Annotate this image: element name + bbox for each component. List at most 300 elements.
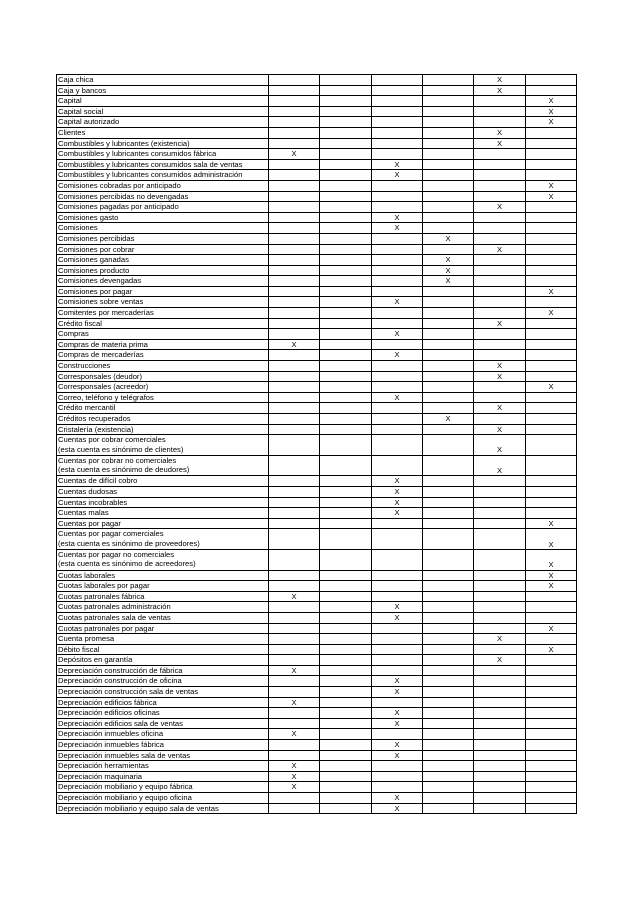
classification-cell bbox=[269, 233, 320, 244]
table-row bbox=[57, 435, 577, 456]
table-row bbox=[57, 75, 577, 86]
classification-cell bbox=[526, 518, 577, 529]
account-name-line: Depósitos en garantía bbox=[58, 655, 133, 665]
classification-cell bbox=[474, 96, 526, 107]
table-row bbox=[57, 602, 577, 613]
account-name-cell bbox=[57, 708, 269, 719]
account-name-cell bbox=[57, 361, 269, 372]
classification-cell bbox=[372, 117, 423, 128]
classification-cell bbox=[474, 127, 526, 138]
classification-mark: X bbox=[394, 486, 400, 496]
classification-cell bbox=[474, 414, 526, 425]
classification-cell bbox=[269, 202, 320, 213]
account-name-cell bbox=[57, 644, 269, 655]
classification-cell bbox=[526, 350, 577, 361]
classification-cell bbox=[320, 518, 372, 529]
classification-cell bbox=[526, 149, 577, 160]
classification-cell bbox=[372, 708, 423, 719]
classification-cell bbox=[474, 761, 526, 772]
classification-cell bbox=[474, 371, 526, 382]
classification-mark: X bbox=[394, 297, 400, 307]
classification-mark: X bbox=[394, 170, 400, 180]
account-name-cell bbox=[57, 170, 269, 181]
classification-cell bbox=[423, 718, 474, 729]
account-name-cell bbox=[57, 655, 269, 666]
classification-cell bbox=[320, 75, 372, 86]
classification-cell bbox=[474, 687, 526, 698]
account-name-cell bbox=[57, 424, 269, 435]
account-name-line: Comisiones producto bbox=[58, 265, 130, 275]
account-name-cell bbox=[57, 761, 269, 772]
classification-cell bbox=[526, 793, 577, 804]
account-name-line: (esta cuenta es sinónimo de acreedores) bbox=[58, 559, 196, 569]
classification-mark: X bbox=[548, 644, 554, 654]
classification-cell bbox=[320, 455, 372, 476]
classification-cell bbox=[372, 180, 423, 191]
account-name-line: Comisiones cobradas por anticipado bbox=[58, 180, 181, 190]
classification-cell bbox=[526, 382, 577, 393]
classification-cell bbox=[423, 170, 474, 181]
classification-cell bbox=[526, 665, 577, 676]
classification-cell bbox=[269, 382, 320, 393]
classification-cell bbox=[320, 233, 372, 244]
classification-cell bbox=[526, 106, 577, 117]
classification-cell bbox=[423, 508, 474, 519]
classification-mark: X bbox=[496, 465, 503, 475]
classification-cell bbox=[474, 750, 526, 761]
classification-cell bbox=[423, 85, 474, 96]
classification-cell bbox=[320, 403, 372, 414]
classification-cell bbox=[320, 127, 372, 138]
classification-cell bbox=[526, 455, 577, 476]
classification-cell bbox=[372, 665, 423, 676]
table-row bbox=[57, 570, 577, 581]
classification-mark: X bbox=[291, 761, 297, 771]
classification-cell bbox=[320, 308, 372, 319]
classification-cell bbox=[423, 486, 474, 497]
account-name-cell bbox=[57, 508, 269, 519]
classification-cell bbox=[474, 265, 526, 276]
classification-cell bbox=[474, 149, 526, 160]
classification-cell bbox=[372, 308, 423, 319]
classification-cell bbox=[269, 159, 320, 170]
classification-cell bbox=[372, 403, 423, 414]
classification-cell bbox=[269, 508, 320, 519]
account-name-cell bbox=[57, 96, 269, 107]
account-name-cell bbox=[57, 339, 269, 350]
classification-cell bbox=[474, 782, 526, 793]
classification-cell bbox=[372, 159, 423, 170]
classification-cell bbox=[423, 96, 474, 107]
classification-cell bbox=[423, 612, 474, 623]
classification-cell bbox=[423, 497, 474, 508]
table-row bbox=[57, 403, 577, 414]
account-name-line: Comisiones bbox=[58, 223, 98, 233]
classification-cell bbox=[474, 85, 526, 96]
classification-cell bbox=[526, 276, 577, 287]
classification-cell bbox=[269, 455, 320, 476]
classification-cell bbox=[372, 634, 423, 645]
account-name-line: Crédito fiscal bbox=[58, 318, 102, 328]
account-name-cell bbox=[57, 518, 269, 529]
classification-cell bbox=[320, 223, 372, 234]
classification-mark: X bbox=[496, 361, 503, 371]
classification-cell bbox=[423, 761, 474, 772]
classification-cell bbox=[269, 644, 320, 655]
classification-mark: X bbox=[394, 508, 400, 518]
account-name-line: Cuentas por cobrar comerciales bbox=[58, 435, 166, 445]
classification-mark: X bbox=[394, 392, 400, 402]
account-name-line: Cristalería (existencia) bbox=[58, 424, 134, 434]
classification-cell bbox=[372, 529, 423, 550]
classification-cell bbox=[423, 297, 474, 308]
classification-mark: X bbox=[394, 329, 400, 339]
account-name-line: Depreciación herramientas bbox=[58, 761, 149, 771]
table-row bbox=[57, 202, 577, 213]
classification-cell bbox=[526, 740, 577, 751]
account-name-cell bbox=[57, 497, 269, 508]
classification-mark: X bbox=[445, 276, 451, 286]
classification-cell bbox=[526, 127, 577, 138]
classification-mark: X bbox=[394, 602, 400, 612]
classification-cell bbox=[526, 265, 577, 276]
classification-mark: X bbox=[548, 308, 554, 318]
classification-mark: X bbox=[496, 202, 503, 212]
classification-cell bbox=[423, 223, 474, 234]
classification-mark: X bbox=[496, 85, 503, 95]
classification-cell bbox=[372, 687, 423, 698]
classification-cell bbox=[269, 212, 320, 223]
classification-cell bbox=[320, 180, 372, 191]
classification-cell bbox=[372, 350, 423, 361]
account-name-cell bbox=[57, 623, 269, 634]
classification-cell bbox=[423, 549, 474, 570]
classification-cell bbox=[423, 581, 474, 592]
account-name-line: Depreciación construcción sala de ventas bbox=[58, 687, 199, 697]
table-row bbox=[57, 793, 577, 804]
classification-cell bbox=[474, 793, 526, 804]
account-name-cell bbox=[57, 159, 269, 170]
classification-cell bbox=[320, 529, 372, 550]
classification-cell bbox=[474, 255, 526, 266]
classification-cell bbox=[269, 117, 320, 128]
classification-cell bbox=[423, 318, 474, 329]
classification-mark: X bbox=[445, 233, 451, 243]
classification-cell bbox=[526, 708, 577, 719]
account-name-line: Combustibles y lubricantes (existencia) bbox=[58, 138, 190, 148]
classification-cell bbox=[423, 392, 474, 403]
classification-cell bbox=[269, 612, 320, 623]
account-name-line: Depreciación construcción de fábrica bbox=[58, 665, 183, 675]
classification-cell bbox=[320, 297, 372, 308]
classification-cell bbox=[474, 361, 526, 372]
account-name-line: Caja y bancos bbox=[58, 85, 107, 95]
classification-cell bbox=[269, 740, 320, 751]
account-name-cell bbox=[57, 265, 269, 276]
table-row bbox=[57, 508, 577, 519]
classification-cell bbox=[474, 634, 526, 645]
classification-cell bbox=[372, 570, 423, 581]
classification-cell bbox=[269, 623, 320, 634]
classification-cell bbox=[372, 612, 423, 623]
table-row bbox=[57, 761, 577, 772]
table-row bbox=[57, 455, 577, 476]
classification-cell bbox=[526, 286, 577, 297]
classification-mark: X bbox=[548, 180, 554, 190]
classification-cell bbox=[423, 644, 474, 655]
account-name-cell bbox=[57, 570, 269, 581]
classification-cell bbox=[269, 223, 320, 234]
table-body bbox=[57, 75, 577, 814]
classification-cell bbox=[423, 180, 474, 191]
account-name-line: Comisiones gasto bbox=[58, 212, 119, 222]
classification-mark: X bbox=[548, 518, 554, 528]
table-row bbox=[57, 191, 577, 202]
account-name-cell bbox=[57, 634, 269, 645]
table-row bbox=[57, 697, 577, 708]
table-row bbox=[57, 518, 577, 529]
account-name-line: Capital autorizado bbox=[58, 117, 120, 127]
account-name-cell bbox=[57, 782, 269, 793]
table-row bbox=[57, 740, 577, 751]
classification-cell bbox=[320, 750, 372, 761]
account-name-line: Capital social bbox=[58, 106, 104, 116]
classification-cell bbox=[320, 497, 372, 508]
classification-cell bbox=[320, 392, 372, 403]
classification-cell bbox=[526, 180, 577, 191]
account-name-line: Comisiones ganadas bbox=[58, 255, 129, 265]
classification-cell bbox=[372, 549, 423, 570]
classification-cell bbox=[372, 149, 423, 160]
account-name-line: Depreciación edificios oficinas bbox=[58, 708, 160, 718]
account-name-line: Combustibles y lubricantes consumidos sala de ventas bbox=[58, 159, 243, 169]
classification-cell bbox=[474, 382, 526, 393]
classification-cell bbox=[320, 623, 372, 634]
classification-cell bbox=[269, 297, 320, 308]
classification-mark: X bbox=[394, 676, 400, 686]
classification-cell bbox=[320, 350, 372, 361]
classification-cell bbox=[269, 414, 320, 425]
classification-cell bbox=[372, 339, 423, 350]
classification-cell bbox=[423, 212, 474, 223]
classification-cell bbox=[372, 244, 423, 255]
classification-cell bbox=[320, 591, 372, 602]
classification-cell bbox=[269, 529, 320, 550]
classification-mark: X bbox=[394, 708, 400, 718]
classification-cell bbox=[372, 771, 423, 782]
classification-cell bbox=[269, 392, 320, 403]
account-name-line: Cuentas por pagar bbox=[58, 518, 121, 528]
classification-cell bbox=[320, 106, 372, 117]
classification-cell bbox=[372, 382, 423, 393]
account-name-cell bbox=[57, 602, 269, 613]
table-row bbox=[57, 85, 577, 96]
account-name-cell bbox=[57, 149, 269, 160]
account-name-line: Combustibles y lubricantes consumidos fábrica bbox=[58, 149, 217, 159]
classification-cell bbox=[423, 159, 474, 170]
classification-cell bbox=[372, 750, 423, 761]
classification-cell bbox=[423, 127, 474, 138]
classification-cell bbox=[474, 644, 526, 655]
classification-cell bbox=[372, 286, 423, 297]
account-name-cell bbox=[57, 581, 269, 592]
classification-mark: X bbox=[291, 339, 297, 349]
classification-cell bbox=[423, 191, 474, 202]
classification-cell bbox=[372, 127, 423, 138]
classification-cell bbox=[474, 476, 526, 487]
classification-cell bbox=[372, 623, 423, 634]
classification-cell bbox=[320, 117, 372, 128]
classification-cell bbox=[320, 803, 372, 814]
account-name-cell bbox=[57, 202, 269, 213]
account-name-cell bbox=[57, 729, 269, 740]
account-name-cell bbox=[57, 117, 269, 128]
account-name-line: Depreciación edificios fábrica bbox=[58, 697, 157, 707]
table-row bbox=[57, 623, 577, 634]
classification-cell bbox=[526, 623, 577, 634]
account-name-line: Compras bbox=[58, 329, 89, 339]
account-name-cell bbox=[57, 392, 269, 403]
classification-cell bbox=[320, 96, 372, 107]
account-name-line: (esta cuenta es sinónimo de clientes) bbox=[58, 444, 184, 454]
classification-cell bbox=[526, 549, 577, 570]
account-name-cell bbox=[57, 276, 269, 287]
classification-cell bbox=[372, 329, 423, 340]
classification-cell bbox=[474, 655, 526, 666]
classification-cell bbox=[526, 687, 577, 698]
classification-mark: X bbox=[496, 655, 503, 665]
classification-cell bbox=[474, 708, 526, 719]
account-name-line: Comisiones por pagar bbox=[58, 286, 133, 296]
classification-cell bbox=[320, 286, 372, 297]
classification-cell bbox=[320, 414, 372, 425]
classification-cell bbox=[269, 276, 320, 287]
table-row bbox=[57, 529, 577, 550]
classification-cell bbox=[269, 497, 320, 508]
table-row bbox=[57, 634, 577, 645]
classification-cell bbox=[320, 644, 372, 655]
classification-cell bbox=[423, 149, 474, 160]
classification-cell bbox=[423, 403, 474, 414]
classification-cell bbox=[320, 634, 372, 645]
classification-cell bbox=[423, 729, 474, 740]
account-name-cell bbox=[57, 687, 269, 698]
classification-cell bbox=[526, 644, 577, 655]
classification-mark: X bbox=[394, 803, 400, 813]
account-name-cell bbox=[57, 771, 269, 782]
classification-cell bbox=[526, 634, 577, 645]
classification-cell bbox=[423, 750, 474, 761]
classification-cell bbox=[526, 96, 577, 107]
classification-cell bbox=[372, 392, 423, 403]
account-name-cell bbox=[57, 329, 269, 340]
classification-cell bbox=[372, 435, 423, 456]
account-name-cell bbox=[57, 127, 269, 138]
classification-cell bbox=[320, 382, 372, 393]
classification-cell bbox=[320, 655, 372, 666]
table-row bbox=[57, 392, 577, 403]
account-name-cell bbox=[57, 676, 269, 687]
classification-cell bbox=[372, 361, 423, 372]
classification-cell bbox=[372, 191, 423, 202]
classification-cell bbox=[269, 634, 320, 645]
account-name-line: Corresponsales (acreedor) bbox=[58, 382, 149, 392]
classification-cell bbox=[269, 697, 320, 708]
classification-cell bbox=[269, 518, 320, 529]
classification-cell bbox=[526, 655, 577, 666]
classification-cell bbox=[526, 486, 577, 497]
classification-cell bbox=[269, 403, 320, 414]
table-row bbox=[57, 708, 577, 719]
account-name-line: Cuentas malas bbox=[58, 508, 109, 518]
classification-cell bbox=[372, 718, 423, 729]
classification-cell bbox=[372, 223, 423, 234]
classification-mark: X bbox=[394, 718, 400, 728]
classification-cell bbox=[269, 782, 320, 793]
account-name-line: Comisiones sobre ventas bbox=[58, 297, 144, 307]
classification-cell bbox=[372, 455, 423, 476]
classification-cell bbox=[423, 276, 474, 287]
table-row bbox=[57, 138, 577, 149]
classification-cell bbox=[269, 75, 320, 86]
classification-mark: X bbox=[496, 75, 503, 84]
classification-cell bbox=[474, 518, 526, 529]
classification-cell bbox=[320, 718, 372, 729]
classification-cell bbox=[474, 435, 526, 456]
classification-cell bbox=[372, 782, 423, 793]
account-name-line: Correo, teléfono y telégrafos bbox=[58, 392, 154, 402]
classification-cell bbox=[320, 138, 372, 149]
classification-cell bbox=[269, 486, 320, 497]
table-row bbox=[57, 276, 577, 287]
classification-cell bbox=[423, 455, 474, 476]
classification-mark: X bbox=[291, 665, 297, 675]
classification-cell bbox=[320, 761, 372, 772]
account-name-line: Depreciación construcción de oficina bbox=[58, 676, 182, 686]
table-row bbox=[57, 676, 577, 687]
table-row bbox=[57, 170, 577, 181]
account-name-line: Depreciación mobiliario y equipo oficina bbox=[58, 793, 192, 802]
classification-cell bbox=[372, 486, 423, 497]
table-row bbox=[57, 414, 577, 425]
account-name-line: Comisiones devengadas bbox=[58, 276, 142, 286]
classification-cell bbox=[269, 665, 320, 676]
classification-cell bbox=[320, 508, 372, 519]
classification-cell bbox=[474, 486, 526, 497]
classification-mark: X bbox=[548, 539, 554, 549]
table-row bbox=[57, 687, 577, 698]
account-name-cell bbox=[57, 233, 269, 244]
classification-cell bbox=[423, 771, 474, 782]
classification-cell bbox=[423, 476, 474, 487]
classification-cell bbox=[526, 170, 577, 181]
account-name-line: Cuentas dudosas bbox=[58, 486, 118, 496]
classification-mark: X bbox=[548, 191, 554, 201]
account-name-line: Construcciones bbox=[58, 361, 111, 371]
classification-cell bbox=[372, 212, 423, 223]
classification-cell bbox=[474, 297, 526, 308]
classification-mark: X bbox=[548, 581, 554, 591]
classification-cell bbox=[320, 486, 372, 497]
account-name-line: Créditos recuperados bbox=[58, 414, 131, 423]
classification-mark: X bbox=[548, 106, 554, 116]
account-name-line: Comisiones por cobrar bbox=[58, 244, 135, 254]
classification-cell bbox=[474, 350, 526, 361]
classification-cell bbox=[474, 697, 526, 708]
account-name-line: Cuotas laborales bbox=[58, 570, 115, 580]
classification-cell bbox=[474, 508, 526, 519]
classification-cell bbox=[423, 676, 474, 687]
